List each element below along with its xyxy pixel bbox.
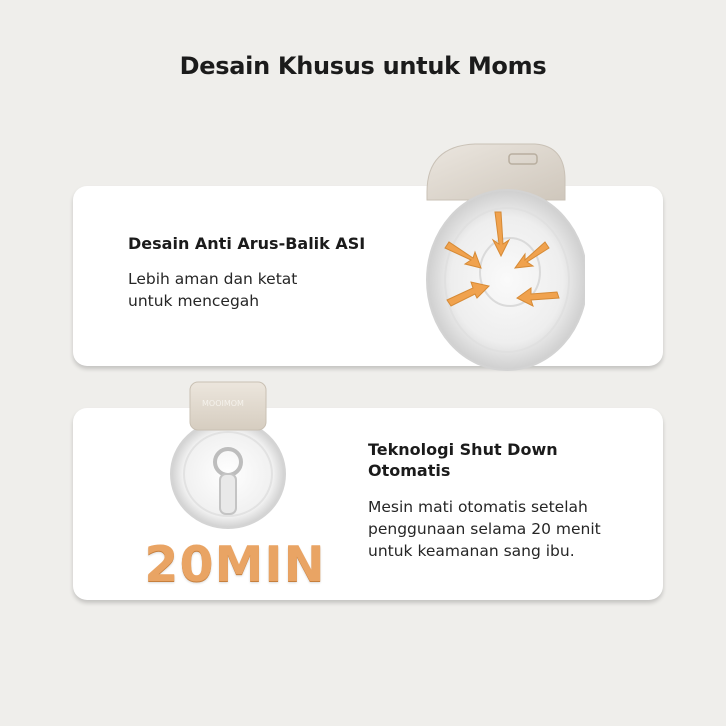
feature-title-anti-backflow: Desain Anti Arus-Balik ASI [128,234,366,253]
feature-title-auto-shutdown: Teknologi Shut Down Otomatis [368,440,558,480]
shutdown-timer-badge: 20MIN [144,536,326,593]
page-title: Desain Khusus untuk Moms [179,52,547,80]
breast-pump-flange-flow-arrows-icon [415,140,585,372]
device-brand-logo: MOOIMOM [202,399,244,408]
feature-description-anti-backflow: Lebih aman dan ketat untuk mencegah [128,270,298,310]
feature-description-auto-shutdown: Mesin mati otomatis setelah penggunaan selama 20 menit untuk keamanan sang ibu. [368,498,601,560]
breast-pump-icon [168,378,288,530]
